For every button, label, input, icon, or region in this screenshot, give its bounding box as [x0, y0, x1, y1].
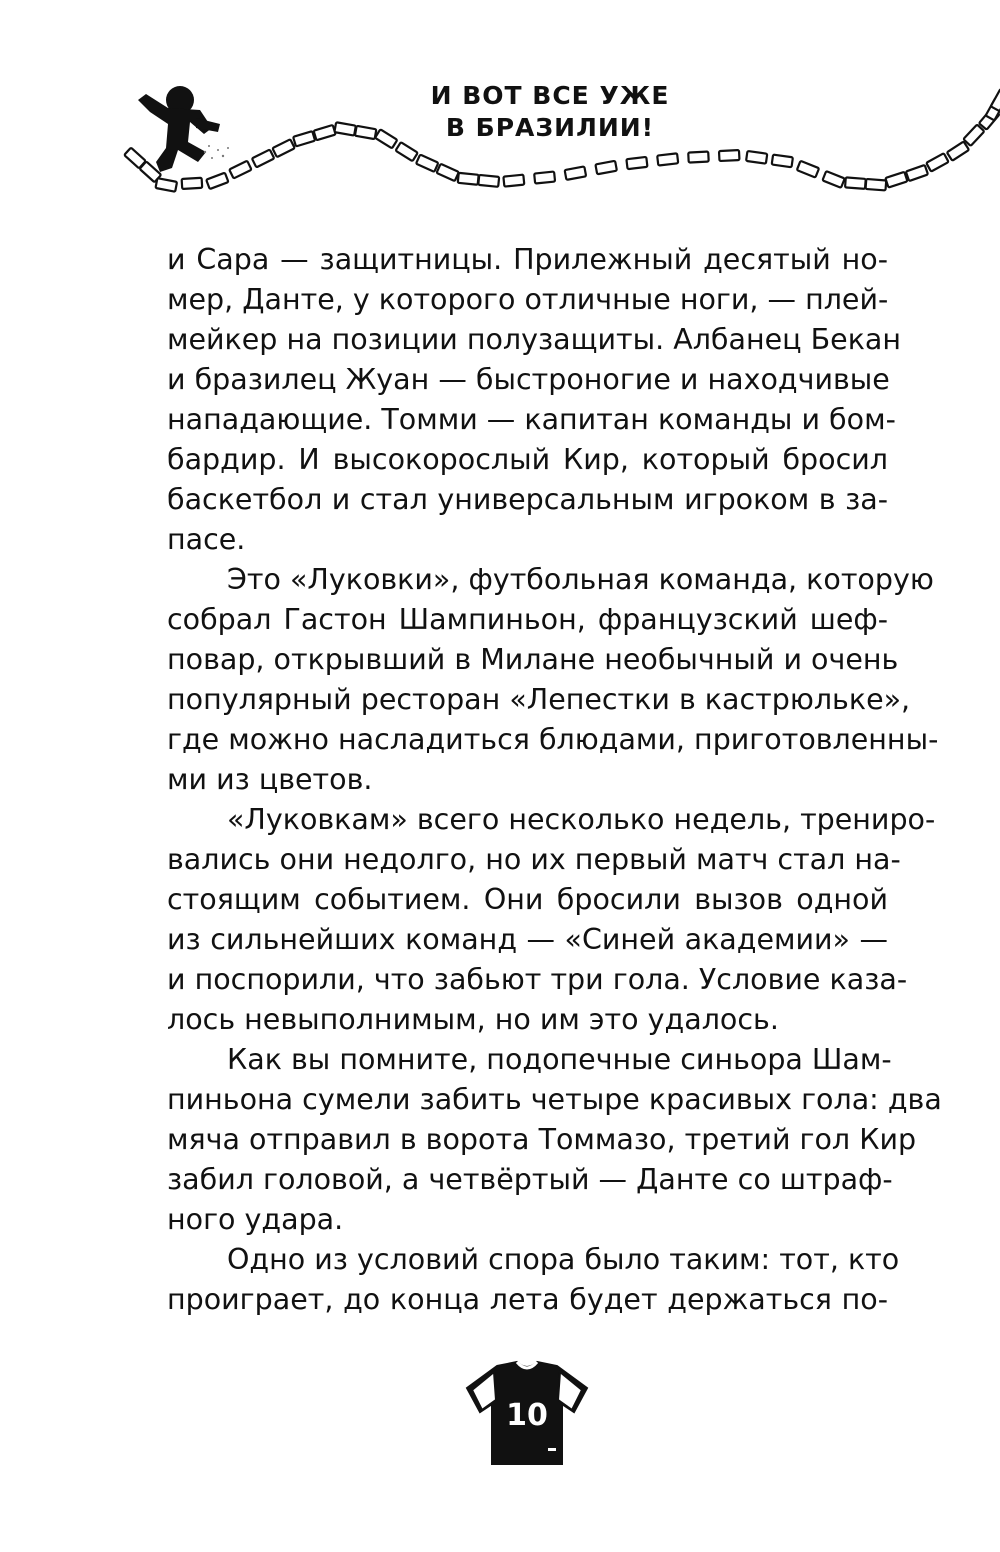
text-line: Одно из условий спора было таким: тот, кто	[227, 1243, 900, 1276]
page-number: 10	[506, 1398, 548, 1433]
chain-link	[534, 172, 555, 184]
chain-link	[229, 161, 251, 179]
text-line: ного удара.	[167, 1203, 344, 1236]
text-line: Как вы помните, подопечные синьора Шам-	[227, 1043, 892, 1076]
text-line: лось невыполнимым, но им это удалось.	[167, 1003, 779, 1036]
text-line: пиньона сумели забить четыре красивых гола: два	[167, 1083, 942, 1116]
chapter-header	[0, 0, 1000, 220]
text-line: где можно насладиться блюдами, приготовленны-	[167, 723, 939, 756]
text-line: «Луковкам» всего несколько недель, трениро-	[227, 803, 936, 836]
page-footer	[462, 1360, 592, 1470]
text-line: Это «Луковки», футбольная команда, которую	[227, 563, 934, 596]
text-line: собрал Гастон Шампиньон, французский шеф-	[167, 603, 888, 636]
text-line: баскетбол и стал универсальным игроком в за-	[167, 483, 888, 516]
text-line: стоящим событием. Они бросили вызов одной	[167, 883, 888, 916]
chain-link	[565, 166, 586, 179]
chain-link	[156, 178, 178, 192]
chain-link	[866, 179, 887, 190]
text-line: и поспорили, что забьют три гола. Условие каза-	[167, 963, 908, 996]
chain-link	[478, 175, 499, 187]
chain-link	[746, 151, 767, 164]
chain-link	[626, 157, 647, 169]
text-line: пасе.	[167, 523, 246, 556]
dust-dots-icon	[204, 145, 229, 159]
chain-link	[657, 153, 678, 165]
text-line: мейкер на позиции полузащиты. Албанец Бекан	[167, 323, 902, 356]
chapter-title	[0, 80, 1000, 144]
chain-link	[885, 172, 907, 188]
text-line: популярный ресторан «Лепестки в кастрюльке»,	[167, 683, 911, 716]
text-line: и бразилец Жуан — быстроногие и находчивые	[167, 363, 890, 396]
chain-link	[182, 178, 203, 189]
text-line: забил головой, а четвёртый — Данте со штраф-	[167, 1163, 893, 1196]
chain-link	[503, 175, 524, 187]
text-line: нападающие. Томми — капитан команды и бом-	[167, 403, 896, 436]
chain-link	[947, 141, 969, 160]
chain-link	[688, 152, 708, 163]
chapter-title-line-2: В БРАЗИЛИИ!	[445, 113, 655, 142]
text-line: проиграет, до конца лета будет держаться по-	[167, 1283, 888, 1316]
chain-link	[772, 155, 793, 168]
chain-link	[845, 177, 866, 188]
chain-link	[906, 165, 928, 181]
chain-link	[595, 161, 616, 174]
chain-link	[206, 173, 228, 189]
text-line: ми из цветов.	[167, 763, 373, 796]
text-line: мяча отправил в ворота Томмазо, третий гол Кир	[167, 1123, 917, 1156]
text-line: повар, открывший в Милане необычный и очень	[167, 643, 899, 676]
text-line: вались они недолго, но их первый матч стал на-	[167, 843, 901, 876]
chain-link	[822, 171, 844, 188]
text-line: и Сара — защитницы. Прилежный десятый но-	[167, 243, 888, 276]
page-body-text	[167, 240, 942, 1320]
chapter-title-line-1: И ВОТ ВСЕ УЖЕ	[430, 81, 670, 110]
chain-link	[458, 173, 479, 185]
chain-link	[719, 150, 739, 161]
chain-link	[437, 164, 459, 181]
chain-link	[416, 155, 438, 172]
text-line: из сильнейших команд — «Синей академии» —	[167, 923, 888, 956]
chain-link	[926, 153, 948, 171]
text-line: мер, Данте, у которого отличные ноги, — плей-	[167, 283, 889, 316]
chain-link	[252, 150, 274, 168]
chain-link	[396, 142, 418, 161]
chain-link	[797, 161, 819, 178]
text-line: бардир. И высокорослый Кир, который бросил	[167, 443, 888, 476]
